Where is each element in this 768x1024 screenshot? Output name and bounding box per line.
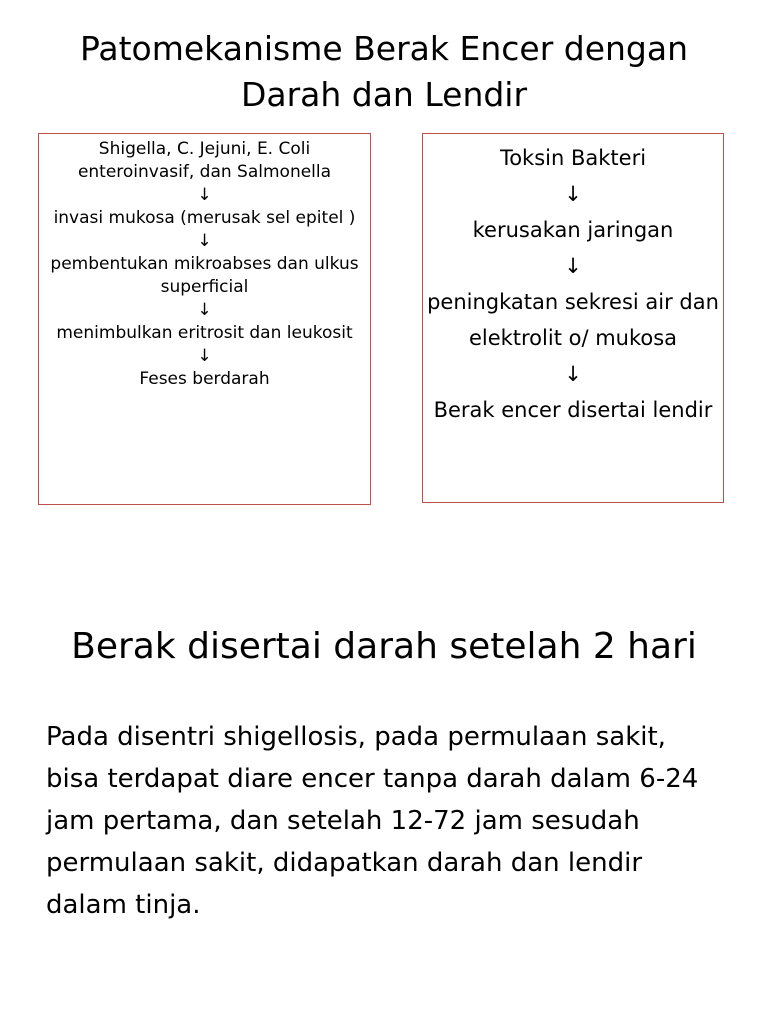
down-arrow-icon: ↓ bbox=[197, 185, 212, 205]
down-arrow-icon: ↓ bbox=[197, 346, 212, 366]
flow-step: kerusakan jaringan bbox=[472, 218, 674, 242]
flow-step: Shigella, C. Jejuni, E. Coli enteroinvasif, dan Salmonella bbox=[77, 139, 332, 182]
paragraph: Pada disentri shigellosis, pada permulaan sakit, bisa terdapat diare encer tanpa darah dalam 6-24 jam pertama, dan setelah 12-72 jam sesudah permulaan sakit, didapatkan darah dan lendir dalam tinja. bbox=[46, 722, 699, 920]
flow-step: invasi mukosa (merusak sel epitel ) bbox=[53, 208, 356, 228]
pathomechanism-flow-right bbox=[422, 133, 724, 503]
pathomechanism-flow-left bbox=[38, 133, 371, 505]
down-arrow-icon: ↓ bbox=[197, 300, 212, 320]
down-arrow-icon: ↓ bbox=[197, 231, 212, 251]
flow-step: Berak encer disertai lendir bbox=[433, 398, 713, 422]
flow-step: menimbulkan eritrosit dan leukosit bbox=[56, 323, 353, 343]
flow-step: Feses berdarah bbox=[139, 369, 270, 389]
down-arrow-icon: ↓ bbox=[564, 254, 582, 278]
flow-step: Toksin Bakteri bbox=[499, 146, 647, 170]
flow-step: pembentukan mikroabses dan ulkus superficial bbox=[50, 254, 359, 297]
page-title: Patomekanisme Berak Encer dengan Darah dan Lendir bbox=[79, 29, 689, 114]
flow-step: peningkatan sekresi air dan elektrolit o/ mukosa bbox=[427, 290, 719, 350]
down-arrow-icon: ↓ bbox=[564, 182, 582, 206]
down-arrow-icon: ↓ bbox=[564, 362, 582, 386]
section-heading: Berak disertai darah setelah 2 hari bbox=[71, 626, 697, 667]
